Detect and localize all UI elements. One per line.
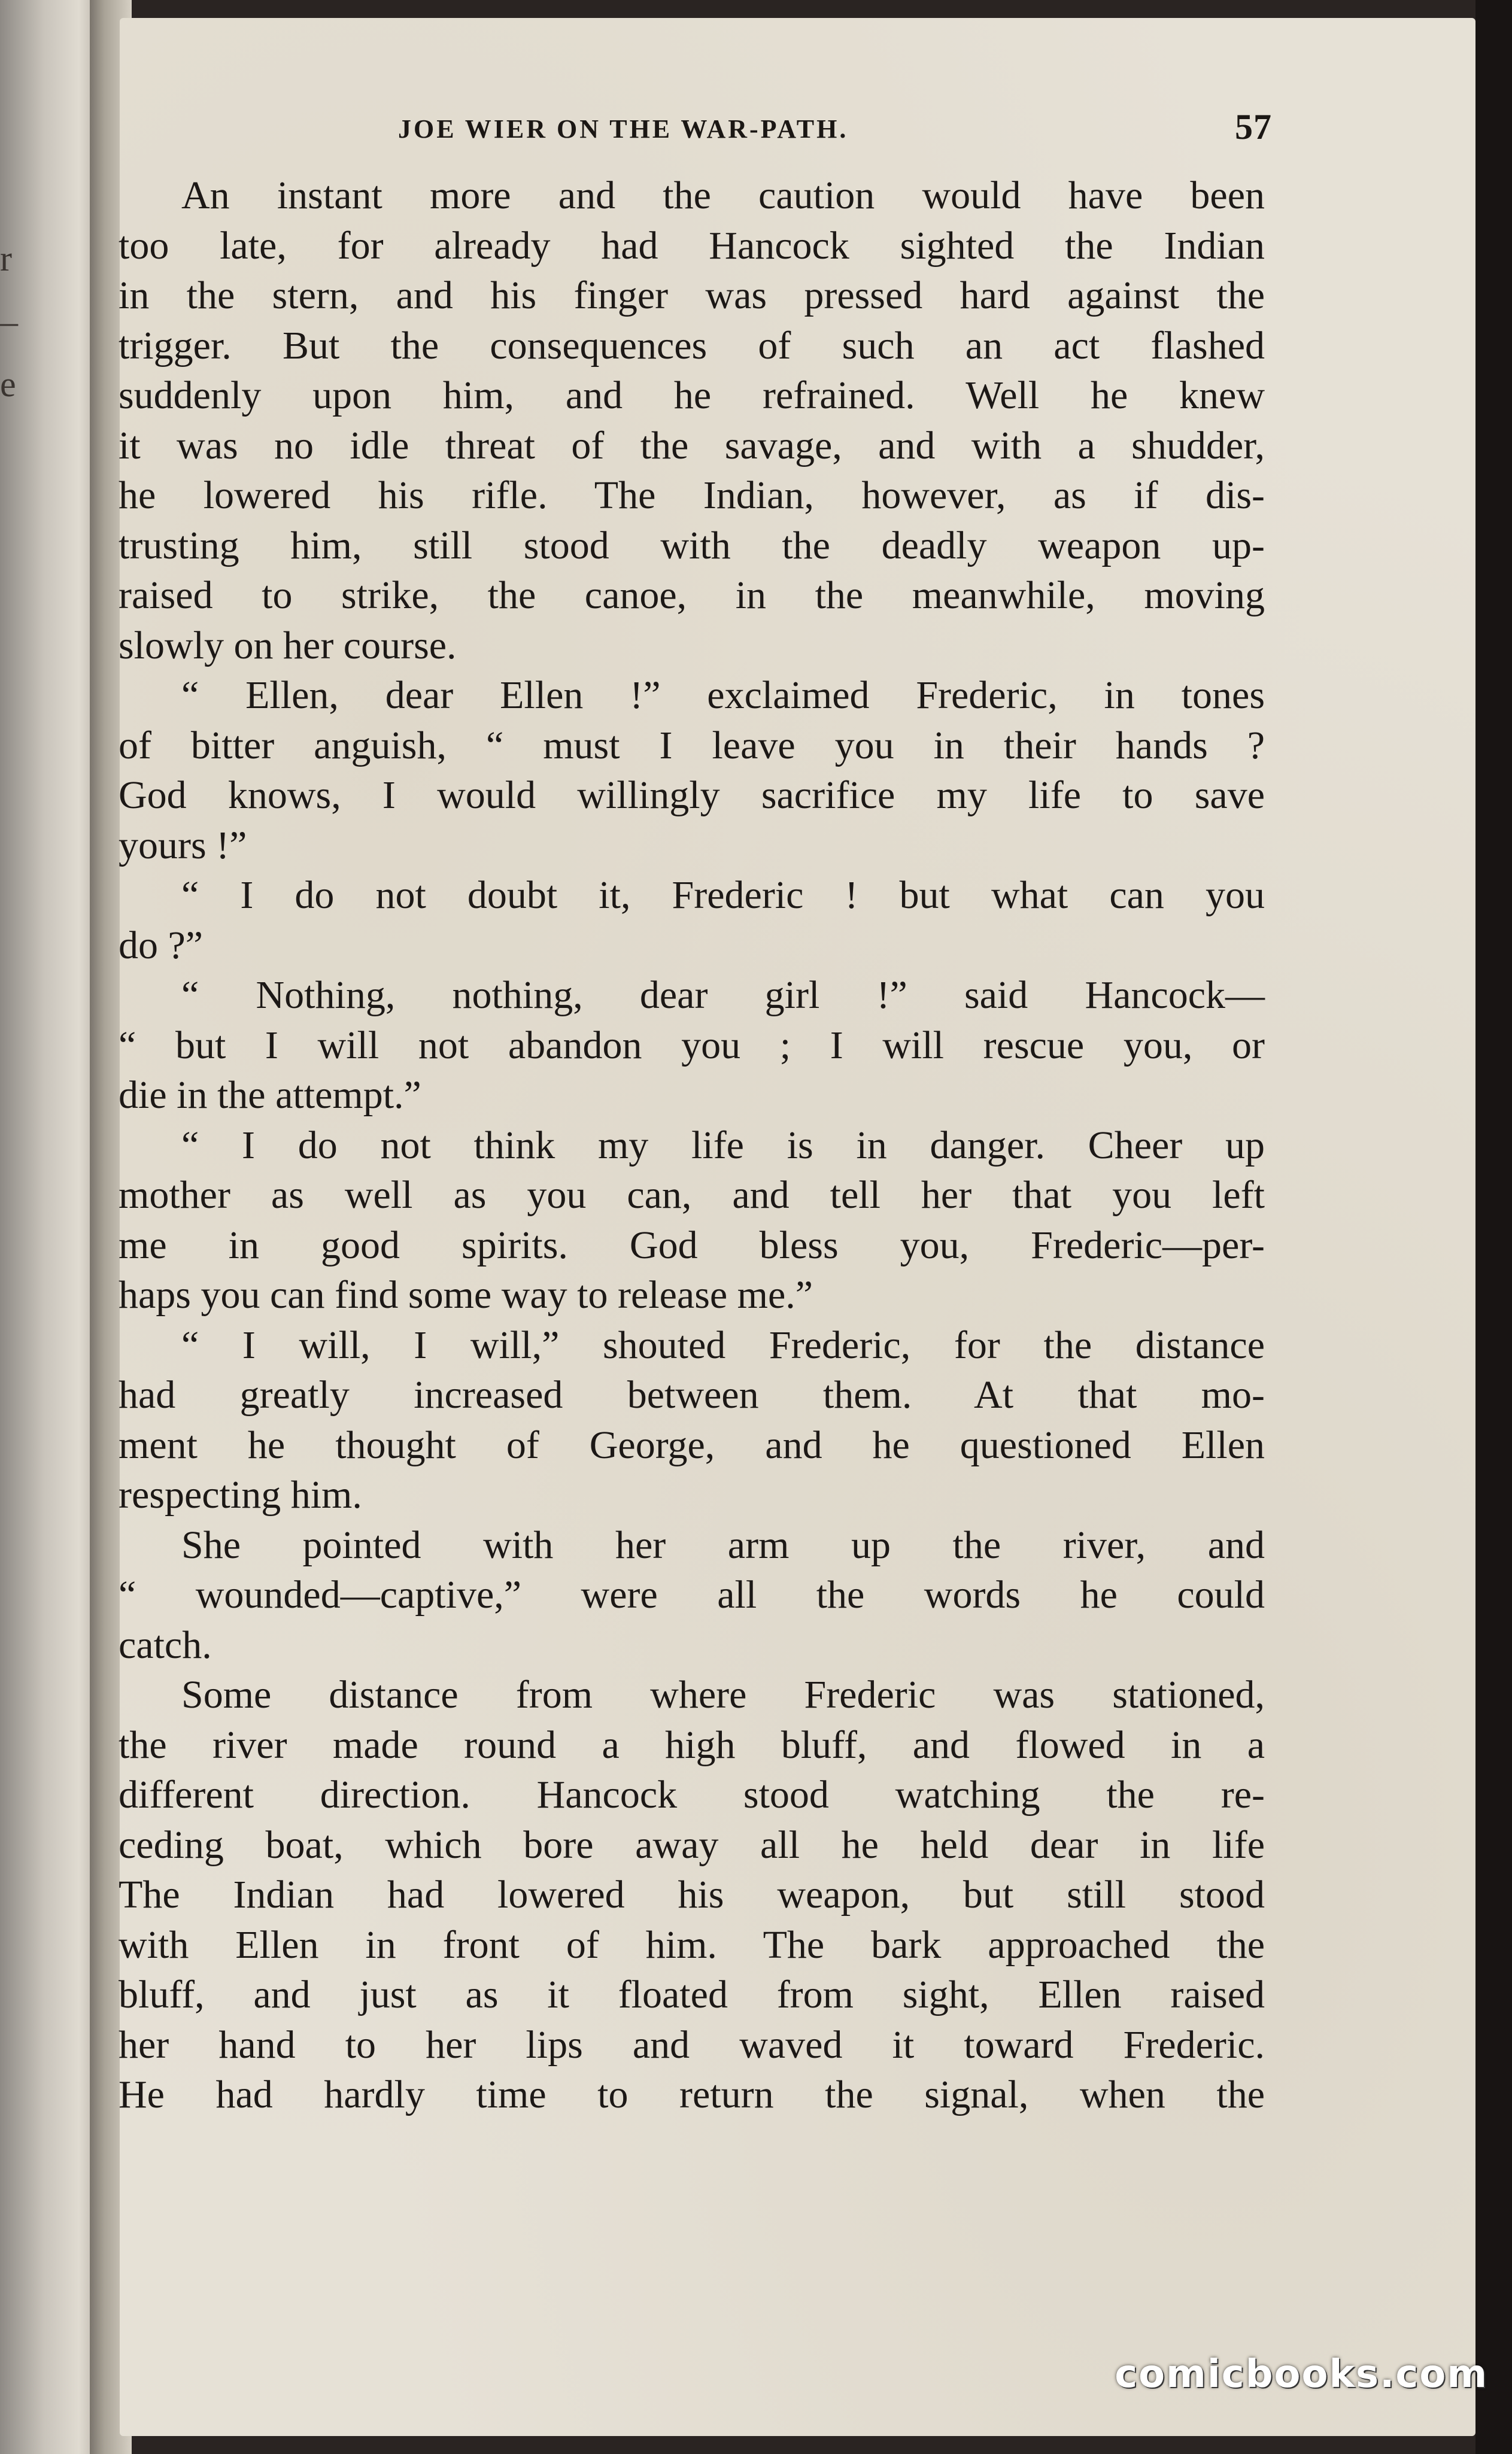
text-line: God knows, I would willingly sacrifice my life to save	[119, 773, 1265, 817]
facing-page-fragment: –	[0, 302, 18, 341]
running-title: JOE WIER ON THE WAR-PATH.	[398, 114, 849, 144]
body-text	[119, 171, 1265, 2120]
text-line: He had hardly time to return the signal, when the	[119, 2073, 1265, 2116]
text-line: “ I do not doubt it, Frederic ! but what can you	[181, 873, 1265, 917]
text-line: mother as well as you can, and tell her that you left	[119, 1173, 1265, 1217]
text-line: “ I will, I will,” shouted Frederic, for the distance	[181, 1323, 1265, 1367]
facing-page-fragment: r	[0, 239, 12, 278]
text-line: An instant more and the caution would have been	[181, 174, 1265, 217]
text-line: the river made round a high bluff, and flowed in a	[119, 1723, 1265, 1767]
text-line: ment he thought of George, and he questioned Ellen	[119, 1423, 1265, 1467]
text-line: “ but I will not abandon you ; I will rescue you, or	[119, 1023, 1265, 1067]
facing-page-fragments	[0, 227, 24, 416]
text-line: catch.	[119, 1623, 212, 1667]
text-line: Some distance from where Frederic was stationed,	[181, 1673, 1265, 1717]
watermark-logo: comicbooks.com	[1115, 2352, 1488, 2397]
text-line: “ Nothing, nothing, dear girl !” said Hancock—	[181, 973, 1265, 1017]
text-line: The Indian had lowered his weapon, but still stood	[119, 1873, 1265, 1917]
text-line: respecting him.	[119, 1473, 362, 1517]
text-line: trigger. But the consequences of such an act flashed	[119, 323, 1265, 368]
text-line: with Ellen in front of him. The bark approached the	[119, 1922, 1265, 1967]
text-line: ceding boat, which bore away all he held dear in life	[119, 1823, 1265, 1867]
text-line: of bitter anguish, “ must I leave you in their hands ?	[119, 723, 1265, 767]
text-line: different direction. Hancock stood watching the re-	[119, 1773, 1265, 1817]
text-line: slowly on her course.	[119, 623, 457, 667]
running-header	[248, 107, 1272, 154]
text-line: She pointed with her arm up the river, and	[181, 1523, 1265, 1567]
text-line: do ?”	[119, 923, 204, 967]
text-line: had greatly increased between them. At that mo-	[119, 1373, 1265, 1417]
facing-page-fragment: e	[0, 365, 16, 404]
text-line: suddenly upon him, and he refrained. Well he knew	[119, 373, 1265, 417]
text-line: in the stern, and his finger was pressed hard against the	[119, 274, 1265, 317]
text-line: me in good spirits. God bless you, Frederic—per-	[119, 1223, 1265, 1267]
text-line: haps you can find some way to release me.”	[119, 1273, 813, 1317]
text-line: die in the attempt.”	[119, 1073, 421, 1117]
text-line: “ I do not think my life is in danger. Cheer up	[181, 1123, 1265, 1167]
text-line: he lowered his rifle. The Indian, however, as if dis-	[119, 473, 1265, 517]
text-line: “ wounded—captive,” were all the words he could	[119, 1573, 1265, 1617]
text-line: trusting him, still stood with the deadly weapon up-	[119, 523, 1265, 567]
text-line: “ Ellen, dear Ellen !” exclaimed Frederic, in tones	[181, 673, 1265, 717]
text-line: yours !”	[119, 823, 247, 867]
text-line: it was no idle threat of the savage, and with a shudder,	[119, 423, 1265, 467]
text-line: bluff, and just as it floated from sight, Ellen raised	[119, 1973, 1265, 2016]
text-line: too late, for already had Hancock sighted the Indian	[119, 223, 1265, 268]
text-line: her hand to her lips and waved it toward Frederic.	[119, 2022, 1265, 2067]
text-line: raised to strike, the canoe, in the meanwhile, moving	[119, 573, 1265, 617]
scan-edge	[1475, 0, 1512, 2454]
page-number: 57	[1235, 107, 1272, 147]
